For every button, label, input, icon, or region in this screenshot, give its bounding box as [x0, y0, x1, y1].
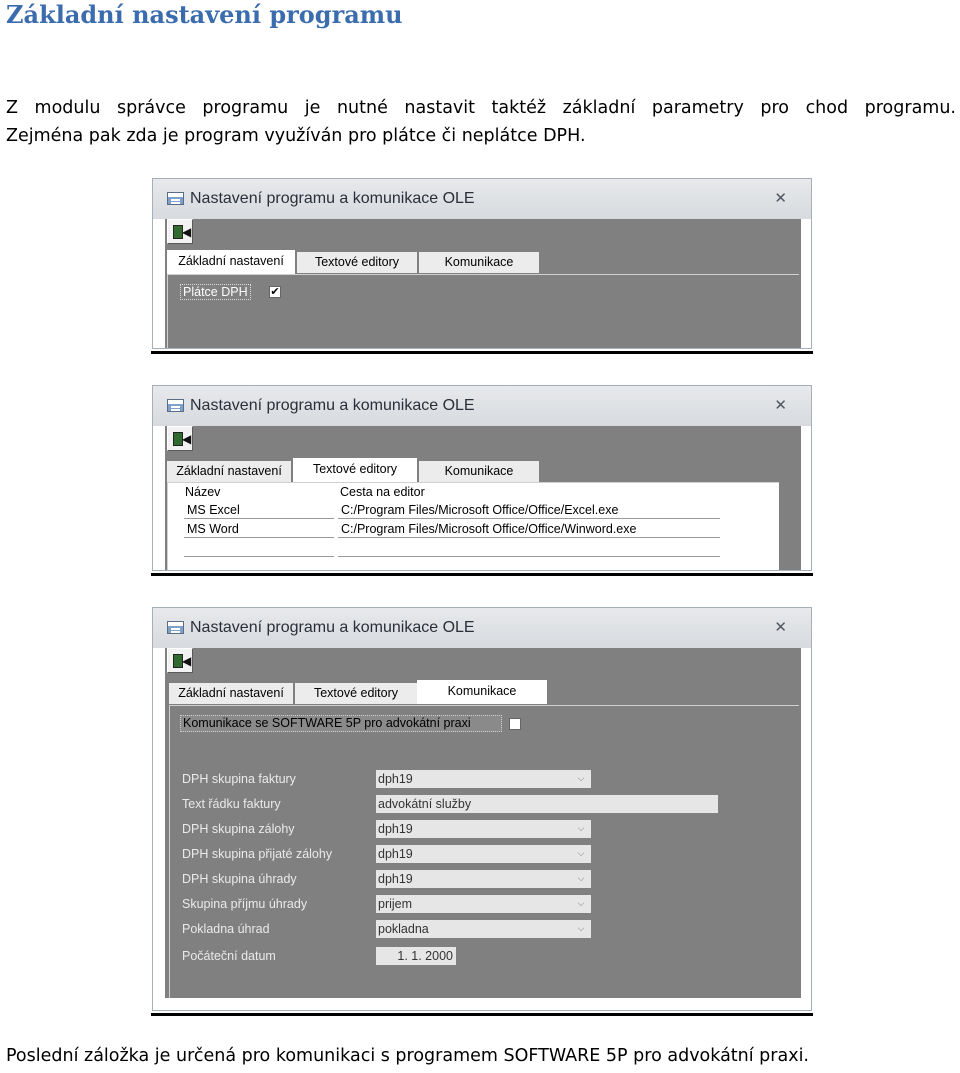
tab-basic-settings[interactable]: Základní nastavení [169, 683, 293, 704]
exit-button[interactable] [167, 648, 193, 673]
chevron-down-icon: ⌵ [577, 898, 585, 908]
invoice-line-text-input[interactable]: advokátní služby [376, 795, 718, 813]
closing-paragraph: Poslední záložka je určená pro komunikaci s programem SOFTWARE 5P pro advokátní praxi. [6, 1046, 809, 1066]
form-icon [167, 192, 184, 205]
window-titlebar [153, 179, 811, 219]
deposit-vat-group-select[interactable] [376, 820, 591, 838]
select-value: dph19 [378, 872, 413, 886]
tab-communication[interactable]: Komunikace [419, 461, 539, 482]
tab-text-editors[interactable]: Textové editory [295, 683, 417, 704]
window-title: Nastavení programu a komunikace OLE [190, 619, 475, 636]
field-label: DPH skupina zálohy [182, 822, 295, 836]
close-icon[interactable]: ✕ [774, 190, 787, 207]
received-deposit-vat-group-select[interactable] [376, 845, 591, 863]
column-header-name: Název [185, 485, 221, 499]
payment-vat-group-select[interactable] [376, 870, 591, 888]
select-value: pokladna [378, 922, 429, 936]
select-value: dph19 [378, 772, 413, 786]
window-body [165, 219, 801, 348]
window-title: Nastavení programu a komunikace OLE [190, 190, 475, 207]
arrow-left-icon: ◀ [182, 225, 192, 239]
field-label: DPH skupina faktury [182, 772, 296, 786]
close-icon[interactable]: ✕ [774, 619, 787, 636]
tab-text-editors[interactable]: Textové editory [297, 252, 417, 273]
chevron-down-icon: ⌵ [577, 773, 585, 783]
field-label: Text řádku faktury [182, 797, 281, 811]
select-value: dph19 [378, 847, 413, 861]
editor-new-row-path[interactable] [338, 540, 720, 557]
intro-line-2: Zejména pak zda je program využíván pro plátce či neplátce DPH. [6, 126, 586, 146]
tab-panel-communication [169, 705, 799, 998]
settings-window-communication [152, 607, 812, 1011]
editor-path-cell[interactable]: C:/Program Files/Microsoft Office/Office/Winword.exe [338, 521, 720, 538]
select-value: dph19 [378, 822, 413, 836]
communication-enable-checkbox[interactable] [509, 718, 521, 730]
arrow-left-icon: ◀ [182, 432, 192, 446]
window-titlebar [153, 386, 811, 426]
window-body [165, 426, 801, 570]
close-icon[interactable]: ✕ [774, 397, 787, 414]
form-icon [167, 621, 184, 634]
field-label: DPH skupina úhrady [182, 872, 297, 886]
chevron-down-icon: ⌵ [577, 923, 585, 933]
exit-button[interactable] [167, 219, 193, 244]
form-icon [167, 399, 184, 412]
column-header-path: Cesta na editor [340, 485, 425, 499]
chevron-down-icon: ⌵ [577, 848, 585, 858]
vat-payer-label: Plátce DPH [180, 284, 251, 300]
editor-name-cell[interactable]: MS Excel [184, 502, 334, 519]
field-label: Počáteční datum [182, 949, 276, 963]
communication-enable-label: Komunikace se SOFTWARE 5P pro advokátní praxi [180, 715, 502, 732]
field-label: Pokladna úhrad [182, 922, 270, 936]
settings-window-editors [152, 385, 812, 571]
editor-path-cell[interactable]: C:/Program Files/Microsoft Office/Office/Excel.exe [338, 502, 720, 519]
tab-communication[interactable]: Komunikace [417, 680, 547, 704]
chevron-down-icon: ⌵ [577, 823, 585, 833]
exit-button[interactable] [167, 426, 193, 451]
invoice-vat-group-select[interactable] [376, 770, 591, 788]
select-value: prijem [378, 897, 413, 911]
tab-communication[interactable]: Komunikace [419, 252, 539, 273]
payment-cash-register-select[interactable] [376, 920, 591, 938]
editor-name-cell[interactable]: MS Word [184, 521, 334, 538]
settings-window-basic [152, 178, 812, 349]
window-title: Nastavení programu a komunikace OLE [190, 397, 475, 414]
window-titlebar [153, 608, 811, 648]
window-body [165, 648, 801, 998]
field-label: DPH skupina přijaté zálohy [182, 847, 333, 861]
start-date-input[interactable]: 1. 1. 2000 [376, 947, 456, 965]
intro-paragraph [6, 94, 956, 150]
field-label: Skupina příjmu úhrady [182, 897, 308, 911]
tab-text-editors[interactable]: Textové editory [293, 458, 417, 482]
vat-payer-checkbox[interactable]: ✔ [270, 286, 280, 298]
tab-basic-settings[interactable]: Základní nastavení [167, 461, 291, 482]
editors-table [167, 482, 779, 570]
intro-line-1: Z modulu správce programu je nutné nastavit taktéž základní parametry pro chod programu. [6, 98, 956, 118]
arrow-left-icon: ◀ [182, 654, 192, 668]
payment-income-group-select[interactable] [376, 895, 591, 913]
tab-panel-basic [167, 274, 799, 348]
chevron-down-icon: ⌵ [577, 873, 585, 883]
page-heading: Základní nastavení programu [6, 0, 403, 29]
editor-new-row-name[interactable] [184, 540, 334, 557]
tab-basic-settings[interactable]: Základní nastavení [167, 250, 295, 274]
